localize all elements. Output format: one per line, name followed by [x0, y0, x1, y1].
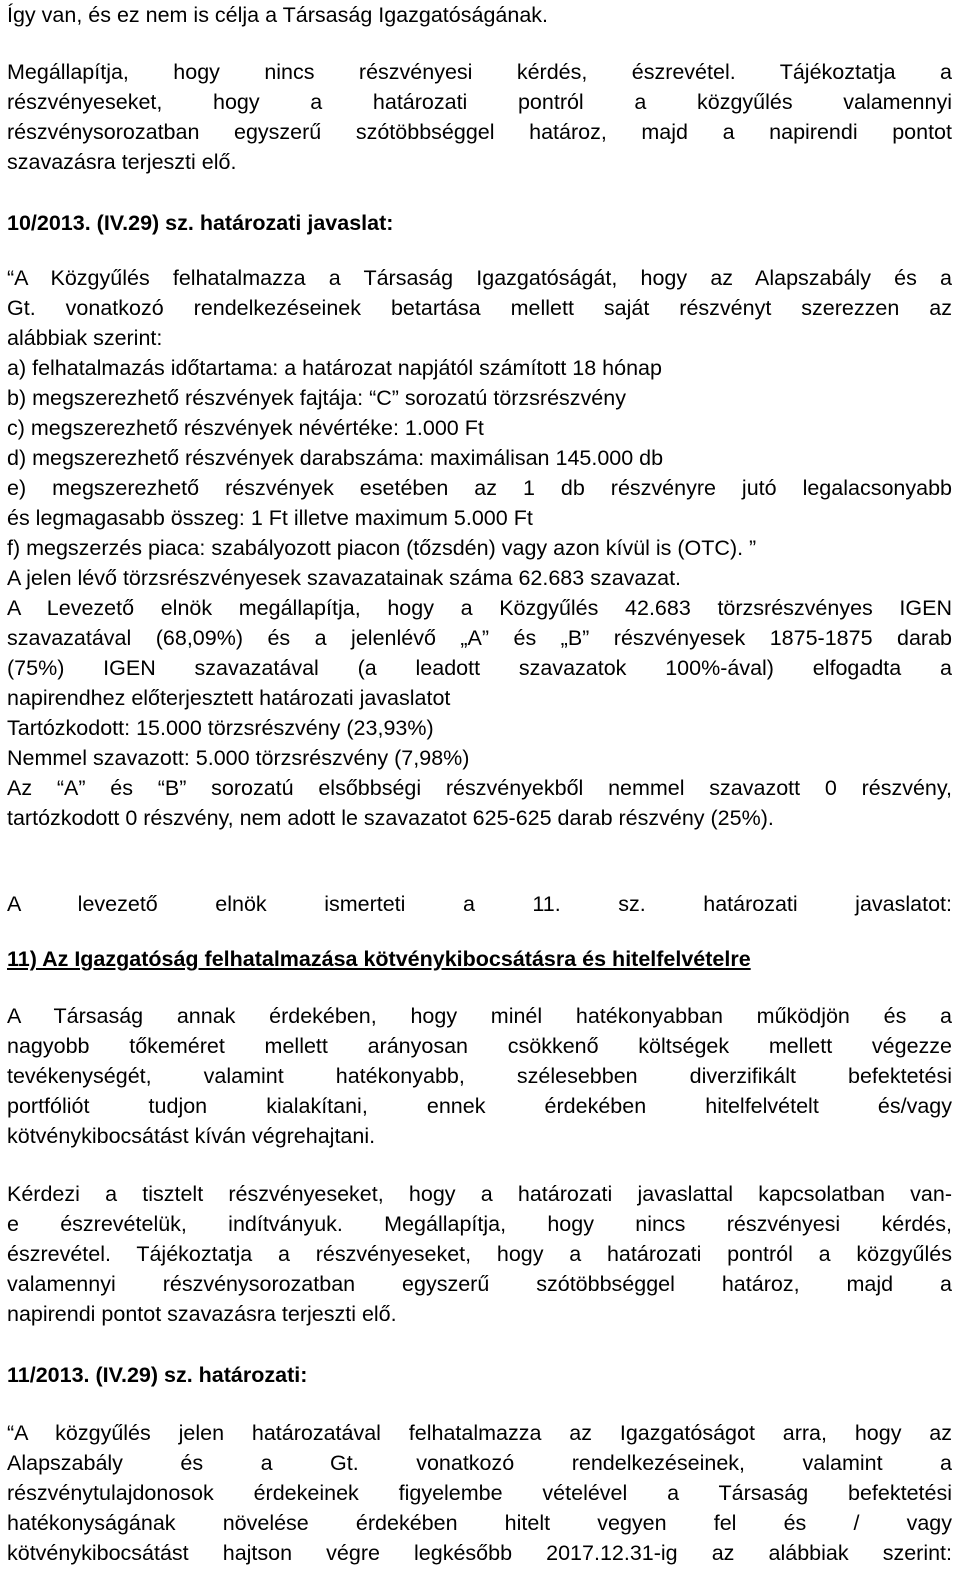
- text-line: Az “A” és “B” sorozatú elsőbbségi részvényekből nemmel szavazott 0 részvény,: [7, 776, 952, 800]
- list-item-e-cont: és legmagasabb összeg: 1 Ft illetve maximum 5.000 Ft: [7, 506, 533, 530]
- text-line: Alapszabály és a Gt. vonatkozó rendelkezéseinek, valamint a: [7, 1451, 952, 1475]
- resolution-heading-10: [7, 208, 952, 238]
- text-line: alábbiak szerint:: [7, 326, 163, 350]
- paragraph-questions: [7, 1179, 952, 1329]
- list-item-a: a) felhatalmazás időtartama: a határozat napjától számított 18 hónap: [7, 356, 662, 380]
- list-item-c: c) megszerezhető részvények névértéke: 1.000 Ft: [7, 416, 484, 440]
- list-item-f: f) megszerzés piaca: szabályozott piacon (tőzsdén) vagy azon kívül is (OTC). ”: [7, 536, 757, 560]
- resolution-heading-11: [7, 1360, 952, 1390]
- paragraph-chair-presents: [7, 889, 952, 919]
- text-line: Megállapítja, hogy nincs részvényesi kérdés, észrevétel. Tájékoztatja a: [7, 60, 952, 84]
- text-line: portfóliót tudjon kialakítani, ennek érdekében hitelfelvételt és/vagy: [7, 1094, 952, 1118]
- list-item-d: d) megszerezhető részvények darabszáma: maximálisan 145.000 db: [7, 446, 664, 470]
- text-line: A Levezető elnök megállapítja, hogy a Közgyűlés 42.683 törzsrészvényes IGEN: [7, 596, 952, 620]
- text-line: észrevétel. Tájékoztatja a részvényeseket, hogy a határozati pontról a közgyűlés: [7, 1242, 952, 1266]
- text-line: Tartózkodott: 15.000 törzsrészvény (23,93%): [7, 716, 434, 740]
- text-line: valamennyi részvénysorozatban egyszerű szótöbbséggel határoz, majd a: [7, 1272, 952, 1296]
- text-line: (75%) IGEN szavazatával (a leadott szavazatok 100%-ával) elfogadta a: [7, 656, 952, 680]
- text-line: “A közgyűlés jelen határozatával felhatalmazza az Igazgatóságot arra, hogy az: [7, 1421, 952, 1445]
- paragraph-company-purpose: [7, 1001, 952, 1151]
- paragraph-reply: [7, 0, 952, 30]
- text-line: Így van, és ez nem is célja a Társaság Igazgatóságának.: [7, 3, 548, 27]
- heading-text: 10/2013. (IV.29) sz. határozati javaslat:: [7, 211, 394, 235]
- text-line: A jelen lévő törzsrészvényesek szavazatainak száma 62.683 szavazat.: [7, 566, 682, 590]
- text-line: kötvénykibocsátást hajtson végre legkésőbb 2017.12.31-ig az alábbiak szerint:: [7, 1541, 952, 1565]
- text-line: Gt. vonatkozó rendelkezéseinek betartása mellett saját részvényt szerezzen az: [7, 296, 952, 320]
- text-line: napirendhez előterjesztett határozati javaslatot: [7, 686, 451, 710]
- text-line: tevékenységét, valamint hatékonyabb, szélesebben diverzifikált befektetési: [7, 1064, 952, 1088]
- text-line: részvénysorozatban egyszerű szótöbbséggel határoz, majd a napirendi pontot: [7, 120, 952, 144]
- text-line: szavazatával (68,09%) és a jelenlévő „A” és „B” részvényesek 1875-1875 darab: [7, 626, 952, 650]
- heading-text: 11) Az Igazgatóság felhatalmazása kötvénykibocsátásra és hitelfelvételre: [7, 947, 751, 971]
- text-line: A levezető elnök ismerteti a 11. sz. határozati javaslatot:: [7, 892, 952, 916]
- agenda-item-heading-11: [7, 944, 952, 974]
- list-item-b: b) megszerezhető részvények fajtája: “C” sorozatú törzsrészvény: [7, 386, 626, 410]
- text-line: Kérdezi a tisztelt részvényeseket, hogy a határozati javaslattal kapcsolatban van-: [7, 1182, 952, 1206]
- text-line: hatékonyságának növelése érdekében hitelt vegyen fel és / vagy: [7, 1511, 952, 1535]
- text-line: Nemmel szavazott: 5.000 törzsrészvény (7,98%): [7, 746, 470, 770]
- heading-text: 11/2013. (IV.29) sz. határozati:: [7, 1363, 308, 1387]
- list-item-e: e) megszerezhető részvények esetében az 1 db részvényre jutó legalacsonyabb: [7, 476, 952, 500]
- text-line: “A Közgyűlés felhatalmazza a Társaság Igazgatóságát, hogy az Alapszabály és a: [7, 266, 952, 290]
- text-line: e észrevételük, indítványuk. Megállapítja, hogy nincs részvényesi kérdés,: [7, 1212, 952, 1236]
- paragraph-chair-statement: [7, 57, 952, 177]
- resolution-10-body: [7, 263, 952, 833]
- text-line: részvénytulajdonosok érdekeinek figyelembe vételével a Társaság befektetési: [7, 1481, 952, 1505]
- text-line: részvényeseket, hogy a határozati pontról a közgyűlés valamennyi: [7, 90, 952, 114]
- resolution-11-body: [7, 1418, 952, 1568]
- text-line: kötvénykibocsátást kíván végrehajtani.: [7, 1124, 376, 1148]
- text-line: szavazásra terjeszti elő.: [7, 150, 237, 174]
- text-line: nagyobb tőkeméret mellett arányosan csökkenő költségek mellett végezze: [7, 1034, 952, 1058]
- text-line: tartózkodott 0 részvény, nem adott le szavazatot 625-625 darab részvény (25%).: [7, 806, 774, 830]
- text-line: A Társaság annak érdekében, hogy minél hatékonyabban működjön és a: [7, 1004, 952, 1028]
- text-line: napirendi pontot szavazásra terjeszti elő.: [7, 1302, 397, 1326]
